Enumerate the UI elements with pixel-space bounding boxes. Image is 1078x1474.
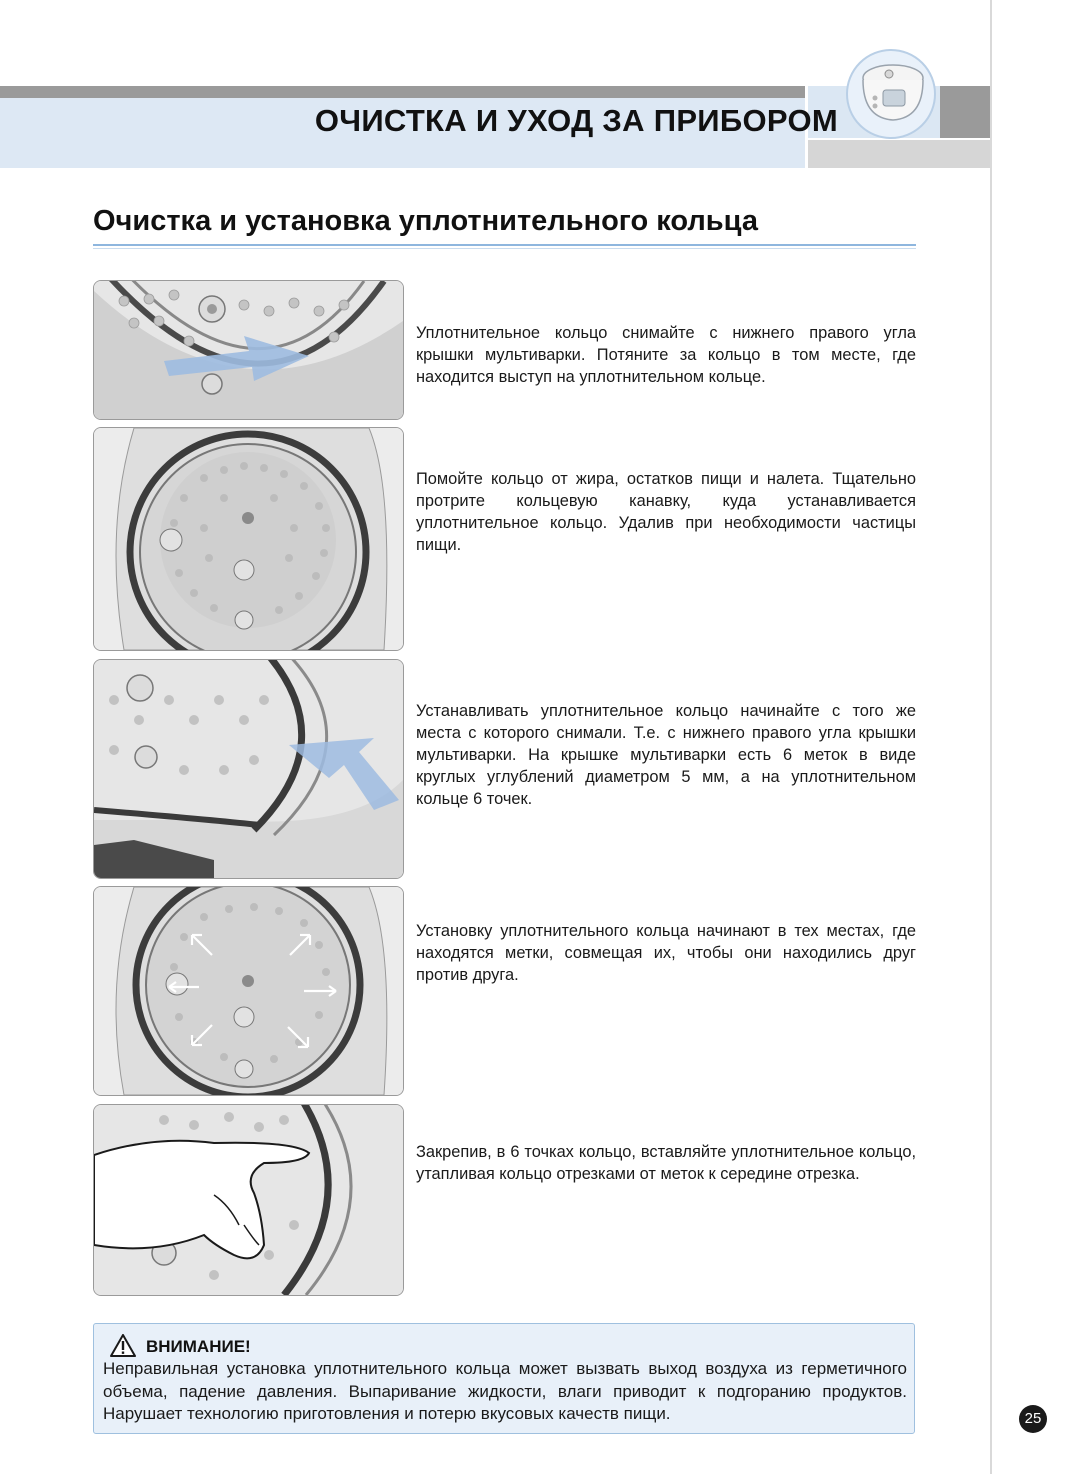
step-4-text: Установку уплотнительного кольца начинают в тех местах, где находятся метки, совмещая их, чтобы они находились друг против друга. bbox=[416, 922, 916, 984]
step-5-text: Закрепив, в 6 точках кольцо, вставляйте уплотнительное кольцо, утапливая кольцо отрезками от меток к середине отрезка. bbox=[416, 1143, 916, 1183]
step-5-illustration bbox=[93, 1104, 404, 1296]
section-title: Очистка и установка уплотнительного кольца bbox=[93, 205, 758, 237]
warning-triangle-icon bbox=[110, 1334, 136, 1357]
warning-title: ВНИМАНИЕ! bbox=[146, 1337, 251, 1356]
step-4-illustration bbox=[93, 886, 404, 1096]
warning-box bbox=[93, 1323, 915, 1434]
page-edge-rule bbox=[990, 0, 992, 1474]
step-1-text: Уплотнительное кольцо снимайте с нижнего правого угла крышки мультиварки. Потяните за кольцо в том месте, где находится выступ на уплотнительном кольце. bbox=[416, 324, 916, 386]
warning-text: Неправильная установка уплотнительного кольца может вызвать выход воздуха из герметичного объема, падение давления. Выпаривание жидкости, влаги приводит к подгоранию продуктов. Нарушает технологию приготовления и потерю вкусовых качеств пищи. bbox=[103, 1359, 907, 1423]
rice-cooker-icon bbox=[845, 48, 937, 140]
header-top-bar bbox=[0, 86, 805, 98]
step-3-text: Устанавливать уплотнительное кольцо начинайте с того же места с которого снимали. Т.е. с нижнего правого угла крышки мультиварки. На крышке мультиварки есть 6 меток в виде круглых углублений диаметром 5 мм, а на уплотнительном кольце 6 точек. bbox=[416, 702, 916, 808]
step-2-illustration bbox=[93, 427, 404, 651]
header-corner-light bbox=[808, 140, 990, 168]
header-corner-gray bbox=[940, 86, 990, 138]
page-number: 25 bbox=[1019, 1405, 1047, 1433]
step-2-text: Помойте кольцо от жира, остатков пищи и налета. Тщательно протрите кольцевую канавку, куда устанавливается уплотнительное кольцо. Удалив при необходимости частицы пищи. bbox=[416, 470, 916, 554]
step-3-illustration bbox=[93, 659, 404, 879]
section-rule bbox=[93, 244, 916, 246]
step-1-illustration bbox=[93, 280, 404, 420]
section-rule-thin bbox=[93, 248, 916, 249]
page-title: ОЧИСТКА И УХОД ЗА ПРИБОРОМ bbox=[314, 103, 838, 138]
